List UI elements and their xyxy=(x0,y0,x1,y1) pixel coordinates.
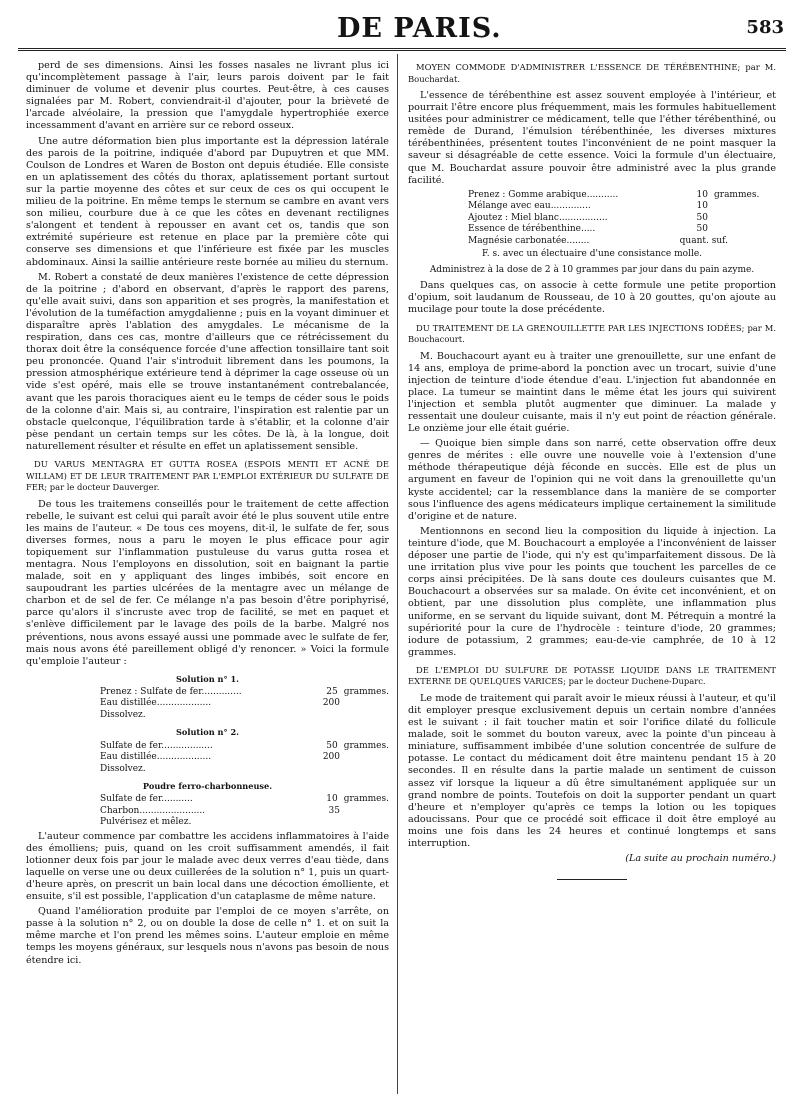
formula-electuaire xyxy=(468,190,776,248)
formula-title: Solution n° 1. xyxy=(175,673,240,684)
formula-line: Pulvérisez et mêlez. xyxy=(100,817,192,828)
right-column xyxy=(408,60,776,1090)
formula-note: Administrez à la dose de 2 à 10 grammes par jour dans du pain azyme. xyxy=(429,264,755,275)
end-rule xyxy=(557,879,627,880)
section-heading-varices xyxy=(408,665,776,688)
formula-line: Charbon....................... 35 xyxy=(100,805,340,816)
section-author: ; par M. Bouchardat. xyxy=(408,62,776,84)
paragraph: M. Bouchacourt ayant eu à traiter une grenouillette, sur une enfant de 14 ans, employa de prime-abord la ponction avec un trocart, suivie d'une injection de teinture d'iode étendue d'eau. L'injection fut abandonnée en place. La tumeur se maintint dans le même état les jours qui suivirent l'injection et sembla plutôt augmenter que diminuer. La malade y ressentait une douleur cuisante, mais il n'y eut point de réaction générale. Le onzième jour elle était guérie. xyxy=(408,350,776,435)
paragraph: Quand l'amélioration produite par l'emploi de ce moyen s'arrête, on passe à la solution n° 2, ou on double la dose de celle n° 1. et on suit la même marche et l'on prend les mêmes soins. L'auteur emploie en même temps les moyens généraux, sur lesquels nous n'avons pas besoin de nous étendre ici. xyxy=(26,906,389,966)
paragraph: M. Robert a constaté de deux manières l'existence de cette dépression de la poitrine ; d'abord en observant, d'après le rapport des parens, qu'elle avait suivi, dans son apparition et ses progrès, la manifestation et l'évolution de la tuméfaction amygdalienne ; puis en la voyant diminuer et disparaître après l'ablation des amygdales. Le mécanisme de la respiration, dans ces cas, montre d'ailleurs que ce rétrécissement du thorax doit être la conséquence forcée d'une affection tonsillaire tant soit peu prononcée. Quand l'air s'introduit librement dans les poumons, la pression atmosphérique extérieure tend à déprimer la cage osseuse où un vide s'est opéré, mais elle se trouve instantanément contrebalancée, avant que les parois thoraciques aient eu le temps de céder sous le poids de la colonne d'air. Mais si, au contraire, l'inspiration est ralentie par un obstacle quelconque, l'équilibration tarde à s'établir, et la colonne d'air pèse pendant un certain temps sur les côtes. De là, à la longue, doit naturellement résulter et résulte en effet un aplatissement sensible. xyxy=(26,271,389,452)
formula-line: Dissolvez. xyxy=(100,763,146,774)
section-heading-varus xyxy=(26,459,389,494)
paragraph: perd de ses dimensions. Ainsi les fosses nasales ne livrant plus ici qu'incomplètement passage à l'air, leurs parois doivent par le fait diminuer de volume et devenir plus courtes. Peut-être, à ces causes signalées par M. Robert, conviendrait-il d'ajouter, pour la brièveté de l'arcade alvéolaire, la pression que l'amygdale hypertrophiée exerce incessamment d'avant en arrière sur ce rebord osseux. xyxy=(26,60,389,132)
formula-title: Solution n° 2. xyxy=(175,727,240,738)
formula-line: Sulfate de fer.................. 50 grammes. xyxy=(100,740,389,751)
formula-note: F. s. avec un électuaire d'une consistance molle. xyxy=(481,249,703,260)
paragraph: L'auteur commence par combattre les accidens inflammatoires à l'aide des émolliens; puis, quand on les croit suffisamment amendés, il fait lotionner deux fois par jour le malade avec deux verres d'eau tiède, dans laquelle on verse une ou deux cuillerées de la solution n° 1, puis un quart-d'heure après, on prescrit un bain local dans une décoction émolliente, et ensuite, s'il est possible, l'application d'un cataplasme de même nature. xyxy=(26,830,389,903)
section-title: MOYEN COMMODE D'ADMINISTRER L'ESSENCE DE TÉRÉBENTHINE xyxy=(416,62,738,72)
formula-line: Dissolvez. xyxy=(100,709,146,720)
section-title: DU VARUS MENTAGRA ET GUTTA ROSEA (ESPOIS MENTI ET ACNÉ DE WILLAM) ET DE LEUR TRAITEMENT PAR L'EMPLOI EXTÉRIEUR DU SULFATE DE FER xyxy=(26,459,389,492)
section-author: ; par le docteur Dauverger. xyxy=(44,482,160,492)
column-divider xyxy=(397,54,398,1094)
formula-line: Eau distillée................... 200 xyxy=(100,752,340,762)
formula-title: Poudre ferro-charbonneuse. xyxy=(142,781,273,791)
formula-line: Prenez : Sulfate de fer.............. 25 grammes. xyxy=(100,686,389,697)
paragraph: — Quoique bien simple dans son narré, cette observation offre deux genres de mérites : elle ouvre une nouvelle voie à l'extension d'une méthode thérapeutique déjà féconde en succès. Elle est de plus un argument en faveur de l'opinion qui ne voit dans la grenouillette qu'un kyste accidentel; car la ressemblance dans la manière de se comporter sous l'influence des agens médicateurs implique certainement la similitude d'origine et de nature. xyxy=(408,438,776,522)
paragraph: Le mode de traitement qui paraît avoir le mieux réussi à l'auteur, et qu'il dit employer presque exclusivement depuis un certain nombre d'années est le suivant : il fait toucher matin et soir l'orifice dilaté du follicule malade, soit le sommet du bouton vareux, avec la pointe d'un pinceau à miniature, suffisamment imbibée d'une solution concentrée de sulfure de potasse. Le contact du médicament doit être maintenu pendant 15 à 20 secondes. Il en résulte dans la partie malade un sentiment de cuisson assez vif lorsque la liqueur a dû être simultanément appliquée sur un grand nombre de points. Toutefois on doit la supporter pendant un quart d'heure et n'employer qu'après ce temps la lotion ou les topiques adoucissans. Pour que ce procédé soit efficace il doit être employé au moins une fois dans les 24 heures et continué longtemps et sans interruption. xyxy=(408,692,776,849)
formula-line: Magnésie carbonatée........ quant. suf. xyxy=(468,235,728,246)
left-column xyxy=(26,60,389,1090)
paragraph: Une autre déformation bien plus importante est la dépression latérale des parois de la poitrine, indiquée d'abord par Dupuytren et que MM. Coulson de Londres et Waren de Boston ont depuis étudiée. Elle consiste en un aplatissement des côtés du thorax, aplatissement portant surtout sur la partie moyenne des côtes et sur ceux de ces os qui occupent le milieu de la poitrine. En même temps le sternum se cambre en avant vers son milieu, courbure due à ce que les côtes en devenant rectilignes s'alongent et tendent à repousser en avant cet os, tandis que son extrémité supérieure est retenue en place par la première côte qui conserve ses dimensions et que l'inférieure est fixée par les muscles abdominaux. Ainsi la saillie antérieure reste bornée au milieu du sternum. xyxy=(26,135,389,268)
section-author: ; par M. Bouchacourt. xyxy=(408,322,776,345)
formula-poudre xyxy=(100,794,389,829)
paragraph: Mentionnons en second lieu la composition du liquide à injection. La teinture d'iode, que M. Bouchacourt a employée a l'inconvénient de laisser déposer une partie de l'iode, qui n'y est qu'imparfaitement dissous. De là une irritation plus vive pour les points que touchent les parcelles de ce corps ainsi précipitées. De là sans doute ces douleurs cuisantes que M. Bouchacourt a observées sur sa malade. On évite cet inconvénient, et on obtient, par une dissolution plus complète, une inflammation plus uniforme, en se servant du liquide suivant, dont M. Pétrequin a montré la supériorité pour la cure de l'hydrocèle : teinture d'iode, 20 grammes; iodure de potassium, 2 grammes; eau-de-vie camphrée, de 10 à 12 grammes. xyxy=(408,525,776,658)
section-title: DU TRAITEMENT DE LA GRENOUILLETTE PAR LES INJECTIONS IODÉES xyxy=(416,322,742,333)
formula-line: Essence de térébenthine..... 50 xyxy=(468,224,708,235)
page-number: 583 xyxy=(746,17,784,38)
formula-line: Ajoutez : Miel blanc................. 50 xyxy=(468,212,708,223)
paragraph: L'essence de térébenthine est assez souvent employée à l'intérieur, et pourrait l'être encore plus fréquemment, mais les formules habituellement usitées pour administrer ce médicament, telle que l'éther térébenthiné, ou remède de Durand, l'émulsion térébenthinée, les diverses mixtures térébenthinées, présentent toutes l'inconvénient de ne point masquer la saveur si désagréable de cette essence. Voici la formule d'un électuaire, que M. Bouchardat assure pouvoir être administré avec la plus grande facilité. xyxy=(408,90,776,186)
formula-solution-1 xyxy=(100,687,389,722)
header-title: DE PARIS. xyxy=(337,13,502,44)
continued-note: (La suite au prochain numéro.) xyxy=(625,853,776,865)
section-heading-terebenthine xyxy=(408,62,776,85)
section-author: ; par le docteur Duchene-Duparc. xyxy=(563,676,706,687)
paragraph: Dans quelques cas, on associe à cette formule une petite proportion d'opium, soit laudanum de Rousseau, de 10 à 20 gouttes, qu'on ajoute au mucilage pour toute la dose précédente. xyxy=(408,280,776,316)
section-title: DE L'EMPLOI DU SULFURE DE POTASSE LIQUIDE DANS LE TRAITEMENT EXTERNE DE QUELQUES VARICES xyxy=(408,664,776,687)
page-header xyxy=(0,0,800,48)
paragraph: De tous les traitemens conseillés pour le traitement de cette affection rebelle, le suivant est celui qui paraît avoir été le plus souvent utile entre les mains de l'auteur. « De tous ces moyens, dit-il, le sulfate de fer, sous diverses formes, nous a paru le moyen le plus efficace pour agir topiquement sur l'inflammation pustuleuse du varus gutta rosea et mentagra. Nous l'employons en dissolution, soit en baignant la partie malade, soit en y appliquant des linges imbibés, soit encore en saupoudrant les parties ulcérées de la mentagre avec un mélange de charbon et de sel de fer. Ce mélange n'a pas besoin d'être poriphyrisé, parce qu'alors il s'incruste avec trop de facilité, se met en paquet et s'enlève difficilement par le lavage des poils de la barbe. Malgré nos préventions, nous avons essayé aussi une pommade avec le sulfate de fer, mais nous avons été pareillement obligé d'y renoncer. » Voici la formule qu'emploie l'auteur : xyxy=(26,498,389,667)
formula-line: Mélange avec eau.............. 10 xyxy=(468,201,708,212)
formula-line: Eau distillée................... 200 xyxy=(100,698,340,709)
section-heading-grenouillette xyxy=(408,323,776,346)
formula-line: Sulfate de fer........... 10 grammes. xyxy=(100,794,389,805)
formula-line: Prenez : Gomme arabique........... 10 grammes. xyxy=(468,189,760,200)
formula-solution-2 xyxy=(100,741,389,776)
header-rule xyxy=(18,48,786,51)
